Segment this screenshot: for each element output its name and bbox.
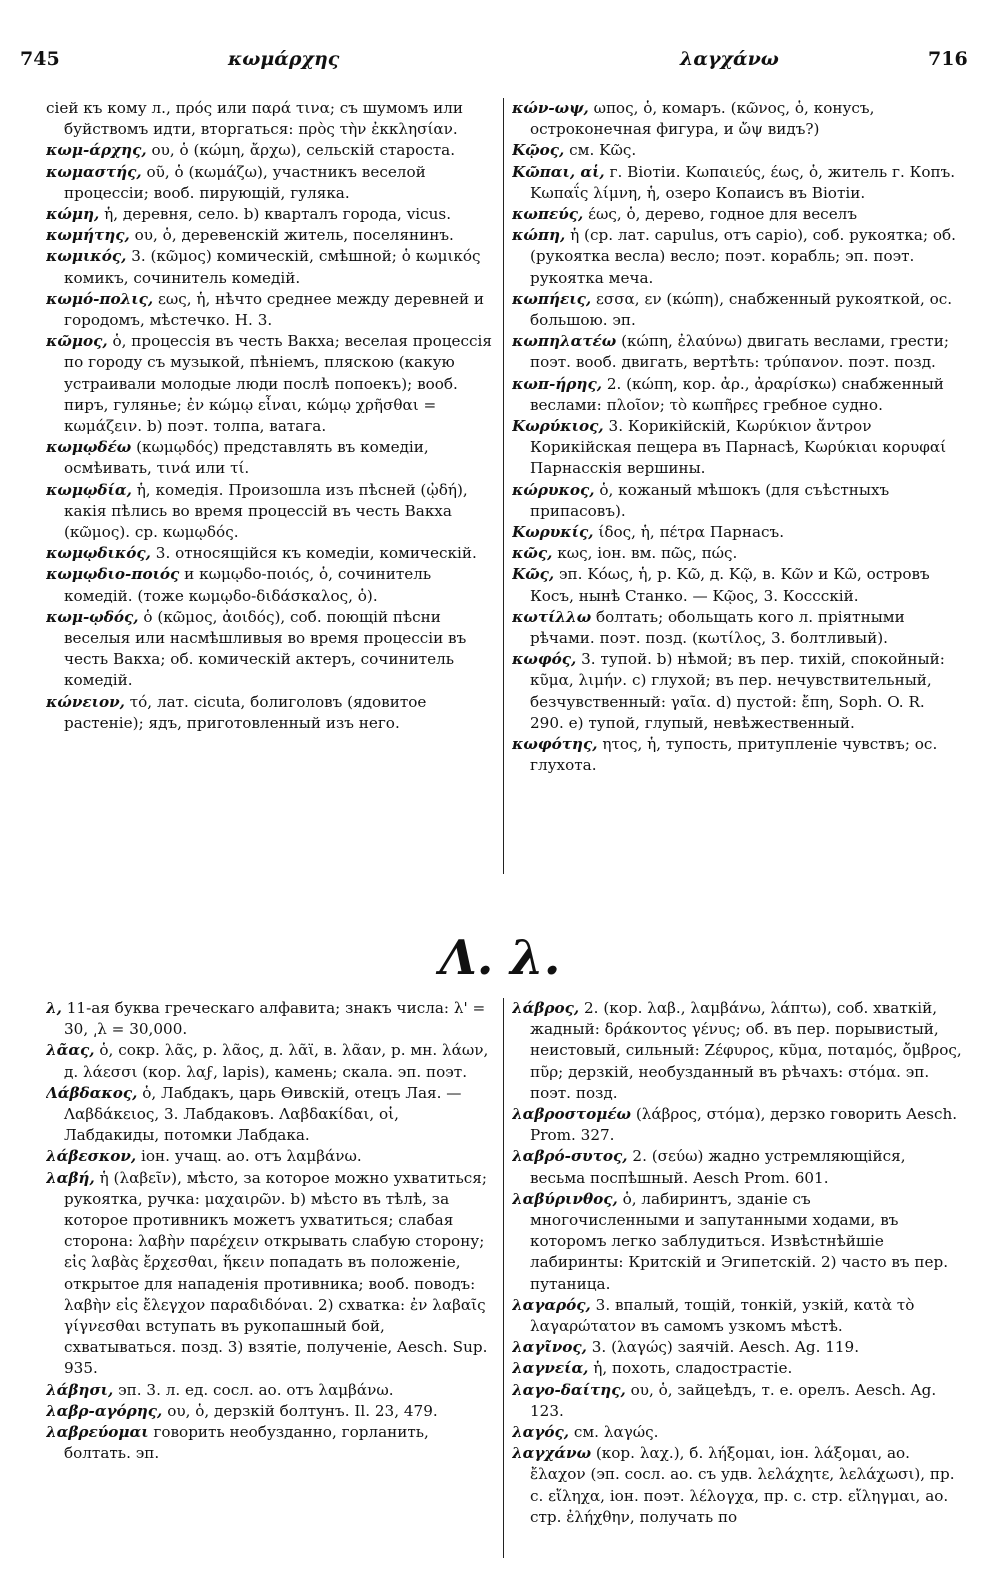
entry-headword: κωμαστής,	[46, 162, 142, 181]
dictionary-entry	[46, 1146, 494, 1167]
dictionary-entry	[512, 331, 962, 373]
entry-headword: κώρυκος,	[512, 480, 595, 499]
entry-definition: 2. (κώπη, кор. ἀρ., ἀραρίσκω) снабженный веслами: πλοῖον; τὸ κωπῆρες гребное судно.	[530, 374, 944, 414]
entry-definition: 3. тупой. b) нѣмой; въ пер. тихiй, спокойный: κῦμα, λιμήν. c) глухой; въ пер. нечувствительный, безчувственный: γαῖα. d) пустой: ἔπη, Soph. O. R. 290. e) тупой, глупый, невѣжественный.	[530, 650, 945, 732]
entry-headword: κωπήεις,	[512, 289, 592, 308]
entry-headword: κώμη,	[46, 205, 100, 224]
entry-definition: ίδος, ἡ, πέτρα Парнасъ.	[598, 523, 785, 542]
header-page-right: 716	[928, 48, 968, 70]
entry-definition: ου, ὁ, дерзкiй болтунъ. Il. 23, 479.	[167, 1401, 438, 1420]
entry-headword: λᾶας,	[46, 1041, 95, 1060]
entry-definition: ἡ (ср. лат. capulus, отъ capio), соб. рукоятка; об. (рукоятка весла) весло; поэт. корабль; эп. поэт. рукоятка меча.	[530, 226, 957, 287]
entry-headword: κωφός,	[512, 650, 577, 669]
entry-headword: Κῷος,	[512, 141, 565, 160]
dictionary-entry	[46, 331, 494, 437]
entry-definition: ου, ὁ (κώμη, ἄρχω), сельскiй староста.	[151, 141, 456, 160]
dictionary-entry	[46, 1083, 494, 1147]
entry-headword: κώπη,	[512, 226, 566, 245]
entry-definition: см. λαγώς.	[573, 1423, 659, 1442]
entry-definition: сiей къ кому л., πρός или παρά τινα; съ шумомъ или буйствомъ идти, вторгаться: πρὸς τὴν ἐκκλησίαν.	[46, 99, 463, 139]
entry-headword: λαβρό-συτος,	[512, 1147, 628, 1166]
entry-headword: κωτίλλω	[512, 607, 592, 626]
entry-definition: (κωμῳδός) представлять въ комедiи, осмѣивать, τινά или τί.	[64, 438, 429, 478]
entry-definition: 3. относящiйся къ комедiи, комическiй.	[155, 544, 477, 563]
entry-definition: болтать; обольщать кого л. прiятными рѣчами. поэт. позд. (κωτίλος, 3. болтливый).	[530, 607, 905, 648]
entry-headword: κωμ-ῳδός,	[46, 607, 139, 626]
entry-definition: ἡ, деревня, село. b) кварталъ города, vicus.	[104, 205, 452, 224]
entry-definition: ὁ, кожаный мѣшокъ (для съѣстныхъ припасовъ).	[530, 480, 890, 520]
dictionary-entry	[512, 289, 962, 331]
dictionary-entry	[512, 522, 962, 543]
entry-headword: λαβή,	[46, 1168, 95, 1187]
dictionary-entry	[46, 543, 494, 564]
entry-headword: λ,	[46, 999, 62, 1017]
entry-headword: λαγχάνω	[512, 1444, 592, 1463]
dictionary-entry	[512, 1422, 962, 1443]
entry-definition: эп. 3. л. ед. сосл. ао. отъ λαμβάνω.	[118, 1380, 394, 1399]
entry-definition: ὁ, сокр. λᾶς, р. λᾶος, д. λᾶϊ, в. λᾶαν, р. мн. λάων, д. λάεσσι (кор. λαϝ, lapis), камень; скала. эп. поэт.	[64, 1041, 489, 1081]
dictionary-entry	[512, 162, 962, 204]
entry-headword: κῶς,	[512, 544, 553, 563]
entry-definition: 11-ая буква греческаго алфавита; знакъ числа: λ' = 30, ͵λ = 30,000.	[64, 999, 486, 1039]
section-letter-heading: Λ. λ.	[439, 930, 561, 986]
entry-headword: λαγαρός,	[512, 1295, 591, 1314]
entry-definition: (κώπη, ἐλαύνω) двигать веслами, грести; поэт. вооб. двигать, вертѣть: τρύπανον. поэт. позд.	[530, 332, 949, 372]
entry-headword: λαγός,	[512, 1423, 570, 1442]
entry-headword: λαβρεύομαι	[46, 1423, 149, 1442]
dictionary-entry	[512, 374, 962, 416]
entry-headword: λάβρος,	[512, 999, 580, 1017]
entry-definition: ἡ, похоть, сладострастiе.	[593, 1359, 793, 1378]
entry-definition: ὁ, лабиринтъ, зданiе съ многочисленными и запутанными ходами, въ которомъ легко заблудиться. Извѣстнѣйшiе лабиринты: Критскiй и Эгипетскiй. 2) часто въ пер. путаница.	[530, 1189, 949, 1293]
entry-headword: κωπ-ήρης,	[512, 374, 602, 393]
dictionary-entry	[46, 692, 494, 734]
column-top-right	[512, 98, 962, 878]
header-guide-word-left: κωμάρχης	[228, 48, 340, 70]
entry-headword: κωμῳδικός,	[46, 544, 151, 563]
entry-headword: Λάβδακος,	[46, 1083, 138, 1102]
entry-definition: εσσα, εν (κώπη), снабженный рукояткой, ос. большою. эп.	[530, 289, 953, 330]
column-bottom-left	[46, 998, 494, 1568]
dictionary-entry	[46, 204, 494, 225]
entry-headword: κώνειον,	[46, 692, 125, 711]
dictionary-entry	[46, 998, 494, 1040]
dictionary-entry	[46, 437, 494, 479]
column-top-left	[46, 98, 494, 878]
header-page-left: 745	[20, 48, 60, 70]
entry-headword: Κῶπαι, αἱ,	[512, 162, 605, 181]
dictionary-entry	[512, 1380, 962, 1422]
entry-headword: κῶμος,	[46, 332, 108, 351]
entry-definition: и κωμῳδο-ποιός, ὁ, сочинитель комедiй. (тоже κωμῳδο-διδάσκαλος, ὁ).	[64, 565, 432, 605]
entry-definition: говорить необузданно, горланить, болтать. эп.	[64, 1423, 429, 1463]
dictionary-entry	[512, 1295, 962, 1337]
entry-definition: iон. учащ. ао. отъ λαμβάνω.	[141, 1147, 362, 1166]
dictionary-entry	[512, 543, 962, 564]
entry-definition: 3. Корикiйскiй, Κωρύκιον ἄντρον Корикiйская пещера въ Парнасѣ, Κωρύκιαι κορυφαί Парнасскiя вершины.	[530, 417, 947, 478]
entry-headword: κωμό-πολις,	[46, 289, 154, 308]
dictionary-entry	[46, 162, 494, 204]
dictionary-entry	[46, 1401, 494, 1422]
dictionary-entry	[46, 289, 494, 331]
entry-definition: ητος, ἡ, тупость, притупленiе чувствъ; ос. глухота.	[530, 735, 938, 775]
dictionary-entry	[512, 480, 962, 522]
column-rule-bottom	[503, 998, 504, 1558]
dictionary-entry	[512, 225, 962, 289]
entry-definition: ὁ, Лабдакъ, царь Ѳивскiй, отецъ Лая. — Λαβδάκειος, 3. Лабдаковъ. Λαβδακίδαι, οἱ, Лабдакиды, потомки Лабдака.	[64, 1083, 462, 1145]
column-bottom-right	[512, 998, 962, 1568]
dictionary-entry	[46, 1168, 494, 1380]
dictionary-entry	[46, 564, 494, 606]
entry-definition: ὁ, процессiя въ честь Вакха; веселая процессiя по городу съ музыкой, пѣнiемъ, пляскою (какую устраивали молодые люди послѣ попоекъ); вооб. пиръ, гулянье; ἐν κώμῳ εἶναι, κώμῳ χρῆσθαι = κωμάζειν. b) поэт. толпа, ватага.	[64, 332, 492, 436]
dictionary-entry	[46, 607, 494, 692]
dictionary-entry	[46, 1380, 494, 1401]
entry-definition: οῦ, ὁ (κωμάζω), участникъ веселой процессiи; вооб. пирующiй, гуляка.	[64, 162, 426, 202]
entry-headword: κωπηλατέω	[512, 332, 617, 351]
dictionary-entry	[46, 480, 494, 544]
entry-headword: λάβεσκον,	[46, 1147, 137, 1166]
dictionary-entry	[46, 246, 494, 288]
entry-headword: κωμῳδέω	[46, 438, 132, 457]
entry-definition: (кор. λαχ.), б. λήξομαι, iон. λάξομαι, ао. ἔλαχον (эп. сосл. ао. съ удв. λελάχητε, λελάχωσι), пр. с. εἴληχα, iон. поэт. λέλογχα, пр. с. стр. εἴληγμαι, ао. стр. ἐλήχθην, получать по	[530, 1444, 955, 1526]
entry-definition: (λάβρος, στόμα), дерзко говорить Aesch. Prom. 327.	[530, 1105, 958, 1145]
entry-headword: λαβροστομέω	[512, 1105, 632, 1124]
entry-headword: Κωρυκίς,	[512, 523, 594, 542]
entry-definition: ἡ, комедiя. Произошла изъ пѣсней (ᾠδή), какiя пѣлись во время процессiй въ честь Вакха (κῶμος). ср. κωμῳδός.	[64, 480, 468, 542]
entry-headword: λαγο-δαίτης,	[512, 1380, 626, 1399]
dictionary-entry	[512, 416, 962, 480]
entry-definition: κως, iон. вм. πῶς, πώς.	[557, 544, 738, 563]
dictionary-entry	[512, 1146, 962, 1188]
dictionary-entry	[512, 140, 962, 161]
entry-definition: 2. (σεύω) жадно устремляющiйся, весьма поспѣшный. Aesch Prom. 601.	[530, 1147, 906, 1187]
dictionary-entry	[512, 607, 962, 649]
dictionary-entry	[512, 1337, 962, 1358]
entry-headword: κωπεύς,	[512, 205, 584, 224]
entry-headword: λαγῖνος,	[512, 1338, 587, 1357]
dictionary-entry	[512, 649, 962, 734]
entry-definition: ωπος, ὁ, комаръ. (κῶνος, ὁ, конусъ, остроконечная фигура, и ὤψ видъ?)	[530, 99, 875, 139]
entry-definition: εως, ἡ, нѣчто среднее между деревней и городомъ, мѣстечко. Н. 3.	[64, 289, 485, 330]
entry-headword: κωμῳδία,	[46, 480, 132, 499]
entry-headword: κωφότης,	[512, 735, 598, 754]
entry-headword: λάβησι,	[46, 1380, 114, 1399]
dictionary-entry	[512, 734, 962, 776]
entry-definition: ὁ (κῶμος, ἀοιδός), соб. поющiй пѣсни веселыя или насмѣшливыя во время процессiи въ честь Вакха; об. комическiй актеръ, сочинитель комедiй.	[64, 607, 467, 690]
dictionary-entry	[46, 1422, 494, 1464]
entry-headword: κωμήτης,	[46, 226, 130, 245]
entry-headword: Κῶς,	[512, 565, 555, 584]
entry-definition: έως, ὁ, дерево, годное для веселъ	[588, 205, 857, 224]
entry-headword: λαβύρινθος,	[512, 1189, 618, 1208]
entry-definition: г. Вiотiи. Κωπαιεύς, έως, ὁ, житель г. Копъ. Κωπαΐς λίμνη, ἡ, озеро Копаисъ въ Вiотiи.	[530, 162, 956, 202]
header-guide-word-right: λαγχάνω	[680, 48, 779, 70]
entry-definition: 2. (кор. λαβ., λαμβάνω, λάπτω), соб. хваткiй, жадный: δράκοντος γένυς; об. въ пер. порывистый, неистовый, сильный: Ζέφυρος, κῦμα, ποταμός, ὄμβρος, πῦρ; дерзкiй, необузданный въ рѣчахъ: στόμα. эп. поэт. позд.	[530, 999, 962, 1102]
dictionary-entry	[46, 1040, 494, 1082]
entry-headword: λαβρ-αγόρης,	[46, 1401, 163, 1420]
entry-definition: ου, ὁ, деревенскiй житель, поселянинъ.	[134, 226, 454, 245]
entry-definition: см. Κῶς.	[569, 141, 637, 160]
entry-definition: 3. впалый, тощiй, тонкiй, узкiй, κατὰ τὸ λαγαρώτατον въ самомъ узкомъ мѣстѣ.	[530, 1295, 915, 1336]
entry-definition: эп. Κόως, ἡ, р. Κῶ, д. Κῷ, в. Κῶν и Κῶ, островъ Косъ, нынѣ Станко. — Κῷος, 3. Коссскiй.	[530, 565, 930, 605]
entry-headword: κών-ωψ,	[512, 99, 589, 117]
dictionary-entry	[512, 998, 962, 1104]
dictionary-entry	[512, 204, 962, 225]
entry-headword: κωμ-άρχης,	[46, 141, 147, 160]
entry-definition: ου, ὁ, зайцеѣдъ, т. е. орелъ. Aesch. Ag. 123.	[530, 1380, 937, 1420]
dictionary-entry	[46, 140, 494, 161]
dictionary-entry	[512, 564, 962, 606]
entry-definition: ἡ (λαβεῖν), мѣсто, за которое можно ухватиться; рукоятка, ручка: μαχαιρῶν. b) мѣсто въ тѣлѣ, за которое противникъ можетъ ухватиться; слабая сторона: λαβὴν παρέχειν открывать слабую сторону; εἰς λαβὰς ἔρχεσθαι, ἥκειν попадать въ положенiе, открытое для нападенiя противника; вооб. поводъ: λαβὴν εἰς ἔλεγχον παραδιδόναι. 2) схватка: ἐν λαβαῖς γίγνεσθαι вступать въ рукопашный бой, схватываться. позд. 3) взятiе, полученiе, Aesch. Sup. 935.	[64, 1168, 488, 1378]
dictionary-entry	[512, 1189, 962, 1295]
dictionary-entry	[46, 225, 494, 246]
entry-headword: κωμῳδιο-ποιός	[46, 565, 180, 584]
dictionary-entry	[512, 1358, 962, 1379]
dictionary-entry	[512, 98, 962, 140]
column-rule-top	[503, 98, 504, 874]
entry-definition: 3. (λαγώς) заячiй. Aesch. Ag. 119.	[591, 1338, 860, 1357]
entry-definition: τό, лат. cicuta, болиголовъ (ядовитое растенiе); ядъ, приготовленный изъ него.	[64, 692, 427, 732]
entry-headword: κωμικός,	[46, 247, 127, 266]
dictionary-entry	[512, 1104, 962, 1146]
entry-headword: Κωρύκιος,	[512, 417, 604, 436]
dictionary-entry	[512, 1443, 962, 1528]
entry-definition: 3. (κῶμος) комическiй, смѣшной; ὁ κωμικός комикъ, сочинитель комедiй.	[64, 247, 481, 287]
entry-headword: λαγνεία,	[512, 1359, 589, 1378]
dictionary-entry	[46, 98, 494, 140]
